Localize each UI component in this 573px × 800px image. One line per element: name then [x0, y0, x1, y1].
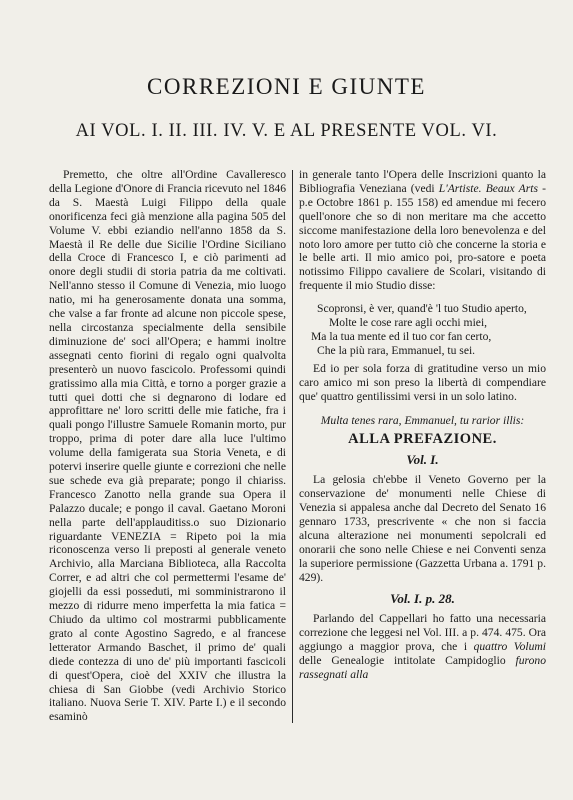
right-paragraph-2: Ed io per sola forza di gratitudine verso un mio caro amico mi son preso la libertà di compendiare que' quattro gentilissimi versi in un solo latino. — [299, 361, 546, 403]
right-paragraph-1 — [299, 168, 546, 293]
verse-line: Ma la tua mente ed il tuo cor fan certo, — [311, 329, 492, 343]
page-subtitle: AI VOL. I. II. III. IV. V. E AL PRESENTE VOL. VI. — [75, 121, 498, 141]
left-column — [49, 168, 286, 724]
right-paragraph-4 — [299, 612, 546, 682]
sub-heading-vol-1-p28: Vol. I. p. 28. — [390, 591, 455, 607]
right-paragraph-3: La gelosia ch'ebbe il Veneto Governo per la conservazione de' monumenti nelle Chiese di Venezia si appalesa anche dal Decreto del Senato 16 gennaro 1733, prescrivente « che non si faccia alcuna alterazione nei monumenti sepolcrali ed onorarii che sono nelle Chiese e nei Conventi senza la superiore permissione (Gazzetta Urbana a. 1791 p. 429). — [299, 473, 546, 584]
verse-line: Che la più rara, Emmanuel, tu sei. — [317, 343, 476, 357]
right-paragraph-4-italic-1: quattro Volumi — [473, 640, 546, 654]
verse-line: Scopronsi, è ver, quand'è 'l tuo Studio aperto, — [317, 302, 527, 316]
sub-heading-vol-1: Vol. I. — [406, 452, 439, 468]
right-paragraph-1-text-b: - p.e Octobre 1861 p. 155 158) ed amendue mi fecero quell'onore che so di non meritare ma che accetto siccome manifestazione della loro benevolenza e del noto loro amore per tutto ciò che concerne la storia e le belle arti. Il mio amico poi, pro-satore e poeta notissimo Filippo cavaliere de Scolari, visitando di frequente il mio Studio disse: — [299, 181, 546, 293]
right-paragraph-1-italic: L'Artiste. Beaux Arts — [438, 181, 538, 195]
right-paragraph-4-text-b: delle Genealogie intitolate Campidoglio — [299, 654, 516, 668]
left-paragraph: Premetto, che oltre all'Ordine Cavalleresco della Legione d'Onore di Francia ricevuto nel 1846 da S. Maestà Luigi Filippo della quale onorificenza feci già menzione alla pagina 505 del Volume V. ebbi eziandio nell'anno 1858 da S. Maestà il Re delle due Sicilie l'Ordine Siciliano della Croce di Francesco I, e ciò parimenti ad onore degli studii di storia patria da me coltivati. Nell'anno stesso il Comune di Venezia, mio luogo natio, mi ha generosamente donata una somma, che valse a far fronte ad alcune non piccole spese, nella circostanza specialmente della sensibile diminuzione de' soci all'Opera; e hammi inoltre assegnati cento fiorini di regalo ogni qualvolta presenterò un nuovo fascicolo. Professomi quindi gratissimo alla mia Città, e torno a porger grazie a tutti quei dotti che si degnarono di lodare ed approfittare ne' loro scritti delle mie fatiche, fra i quali pongo l'illustre Samuele Romanin morto, pur troppo, prima di poter dare alla luce l'ultimo volume della famigerata sua Storia Veneta, e di potervi inserire quelle giunte e correzioni che nelle sue schede eva già preparate; pongo il chiariss. Francesco Zanotto nella grande sua Opera il Palazzo ducale; e pongo il caval. Gaetano Moroni nella parte dell'applauditiss.o suo Dizionario riguardante VENEZIA = Ripeto poi la mia riconoscenza verso li preposti al generale veneto Archivio, alla Marciana Biblioteca, alla Raccolta Correr, e ad altri che col permettermi l'esame de' giojelli da essi posseduti, mi somministrarono il mezzo di ridurre meno imperfetta la mia fatica = Chiudo da ultimo col mostrarmi pubblicamente grato al conte Agostino Sagredo, e al francese letterator Armando Baschet, il primo de' quali diede contezza di uno de' più importanti fascicoli di quest'Opera, cioè del XXIV che illustra la chiesa di San Giobbe (vedi Archivio Storico italiano. Nuova Serie T. XIV. Parte I.) e il secondo esaminò — [49, 168, 286, 724]
page-title: CORREZIONI E GIUNTE — [147, 74, 426, 99]
latin-motto: Multa tenes rara, Emmanuel, tu rarior illis: — [320, 413, 525, 427]
verse-line: Molte le cose rare agli occhi miei, — [329, 316, 488, 330]
right-paragraph-1-text-a: in generale tanto l'Opera delle Inscrizioni quanto la Bibliografia Veneziana (vedi — [299, 168, 546, 195]
section-heading: ALLA PREFAZIONE. — [348, 431, 497, 448]
verse-block — [299, 302, 546, 358]
right-paragraph-4-text-a: Parlando del Cappellari ho fatto una necessaria correzione che leggesi nel Vol. III. a p. 474. 475. Ora aggiungo a maggior prova, che i — [299, 612, 546, 654]
right-column — [299, 168, 546, 682]
column-divider — [292, 170, 293, 723]
right-paragraph-4-italic-2: furono rassegnati alla — [299, 654, 546, 681]
